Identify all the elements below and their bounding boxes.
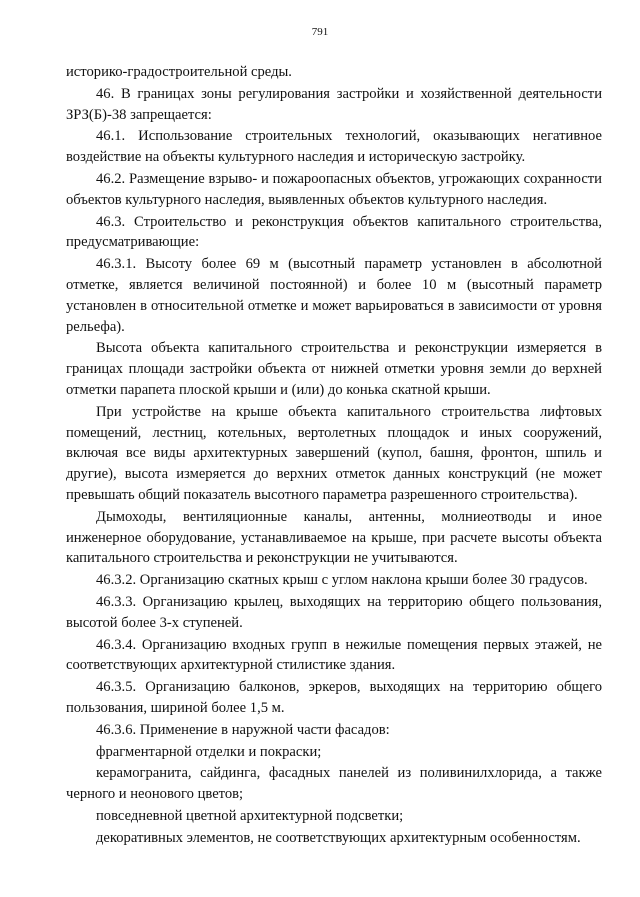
- paragraph: 46.3.6. Применение в наружной части фасадов:: [96, 721, 390, 738]
- paragraph: 46.3.3. Организацию крылец, выходящих на территорию общего пользования, высотой более 3-х ступеней.: [66, 593, 602, 631]
- paragraph: повседневной цветной архитектурной подсветки;: [96, 807, 404, 824]
- paragraph: 46.3.4. Организацию входных групп в нежилые помещения первых этажей, не соответствующих архитектурной стилистике здания.: [66, 636, 602, 674]
- paragraph: 46.3.2. Организацию скатных крыш с углом наклона крыши более 30 градусов.: [96, 572, 588, 589]
- document-body: [66, 62, 602, 848]
- paragraph: керамогранита, сайдинга, фасадных панелей из поливинилхлорида, а также черного и неонового цветов;: [66, 765, 602, 803]
- paragraph: 46.1. Использование строительных технологий, оказывающих негативное воздействие на объекты культурного наследия и историческую застройку.: [66, 128, 602, 166]
- page-number: 791: [311, 26, 329, 38]
- paragraph: фрагментарной отделки и покраски;: [96, 743, 322, 760]
- paragraph: 46.3.1. Высоту более 69 м (высотный параметр установлен в абсолютной отметке, является величиной постоянной) и более 10 м (высотный параметр установлен в относительной отметке и может варьироваться в зависимости от уровня рельефа).: [66, 256, 602, 335]
- paragraph: историко-градостроительной среды.: [66, 64, 292, 80]
- paragraph: 46. В границах зоны регулирования застройки и хозяйственной деятельности ЗРЗ(Б)-38 запрещается:: [66, 85, 602, 123]
- paragraph: При устройстве на крыше объекта капитального строительства лифтовых помещений, лестниц, котельных, вертолетных площадок и иных сооружений, включая все виды архитектурных завершений (купол, башня, фронтон, шпиль и другие), высота измеряется до верхних отметок данных конструкций (не может превышать общий показатель высотного параметра разрешенного строительства).: [66, 403, 602, 503]
- paragraph: Дымоходы, вентиляционные каналы, антенны, молниеотводы и иное инженерное оборудование, устанавливаемое на крыше, при расчете высоты объекта капитального строительства и реконструкции не учитываются.: [66, 508, 602, 567]
- paragraph: декоративных элементов, не соответствующих архитектурным особенностям.: [96, 829, 581, 846]
- paragraph: 46.3.5. Организацию балконов, эркеров, выходящих на территорию общего пользования, шириной более 1,5 м.: [66, 679, 602, 716]
- paragraph: 46.2. Размещение взрыво- и пожароопасных объектов, угрожающих сохранности объектов культурного наследия, выявленных объектов культурного наследия.: [66, 170, 602, 208]
- paragraph: Высота объекта капитального строительства и реконструкции измеряется в границах площади застройки объекта от нижней отметки уровня земли до верхней отметки парапета плоской крыши и (или) до конька скатной крыши.: [66, 340, 602, 398]
- paragraph: 46.3. Строительство и реконструкция объектов капитального строительства, предусматривающие:: [66, 213, 602, 251]
